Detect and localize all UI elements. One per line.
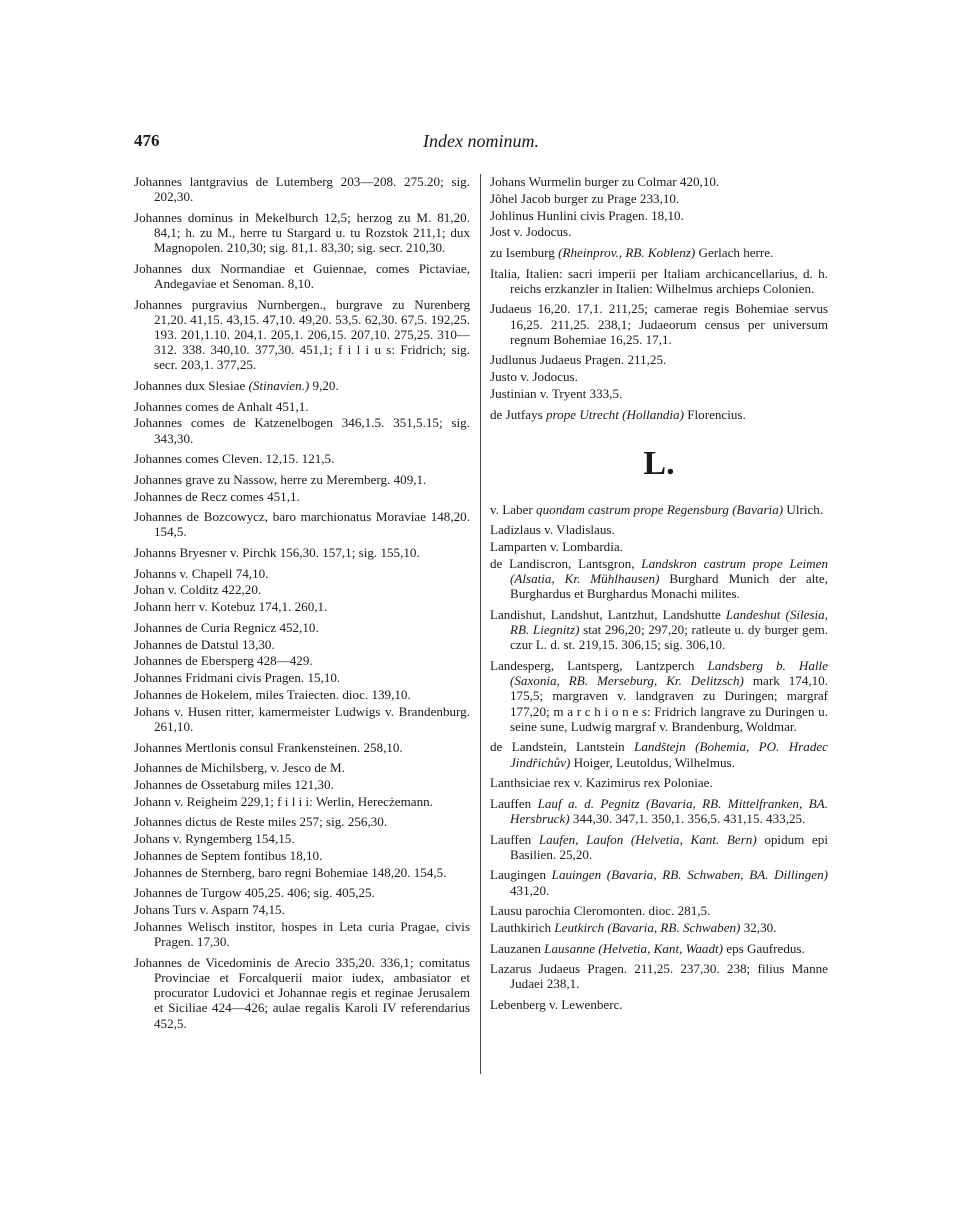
- entry-text: Italia, Italien: sacri imperii per Italiam archicancellarius, d. h. reichs erzkanzler in Italien: Wilhelmus archieps Colonien.: [490, 265, 828, 296]
- entry-text: Lauzanen: [490, 940, 545, 956]
- index-entry: [134, 174, 470, 204]
- entry-text: Johannes Welisch institor, hospes in Leta curia Pragae, civis Pragen. 17,30.: [134, 918, 470, 950]
- index-entry: [134, 297, 470, 373]
- index-entry: [134, 777, 470, 792]
- entry-place-italic: Landeshut (Silesia, RB. Liegnitz): [510, 606, 829, 638]
- entry-place-italic: (Stinavien.): [248, 378, 310, 393]
- entry-text: Johanns v. Chapell 74,10.: [134, 565, 269, 581]
- entry-place-italic: prope Utrecht (Hollandia): [546, 406, 684, 422]
- entry-text: Lauthkirich: [490, 919, 555, 935]
- entry-text-tail: Ulrich.: [783, 501, 824, 517]
- index-entry: [490, 607, 828, 653]
- entry-text: Jost v. Jodocus.: [490, 224, 572, 240]
- index-entry: [134, 955, 470, 1031]
- index-entry: [490, 961, 828, 991]
- entry-text: Johannes de Sternberg, baro regni Bohemiae 148,20. 154,5.: [134, 864, 447, 880]
- entry-text: Johannes de Michilsberg, v. Jesco de M.: [134, 760, 345, 776]
- index-entry: [490, 867, 828, 897]
- index-entry: [490, 352, 828, 367]
- entry-text: Johannes de Vicedominis de Arecio 335,20. 336,1; comitatus Provinciae et Forcalquerii maior iudex, ambasiator et procurator Ludovici et Johannae regis et reginae Jerusalem et Siciliae 424—426; aulae regalis Karoli IV referendarius 452,5.: [134, 954, 470, 1031]
- entry-text-tail: Burghard Munich der alte, Burghardus et Burghardus Monachi milites.: [510, 571, 828, 602]
- index-entry: [134, 814, 470, 829]
- index-entry: [134, 794, 470, 809]
- index-entry: [134, 261, 470, 291]
- entry-text: Justinian v. Tryent 333,5.: [490, 385, 623, 401]
- entry-text: Johan v. Colditz 422,20.: [134, 582, 262, 598]
- index-entry: [134, 653, 470, 668]
- entry-text: Johannes purgravius Nurnbergen., burgrave zu Nurenberg 21,20. 41,15. 43,15. 47,10. 49,20. 53,5. 62,30. 67,5. 192,25. 193. 201,1.10. 204,1. 205,1. 206,15. 207,10. 275,25. 310—312. 338. 340,10. 377,30. 451,1; f i l i u s: Fridrich; sig. secr. 203,1. 377,25.: [134, 296, 470, 373]
- entry-text: Judaeus 16,20. 17,1. 211,25; camerae regis Bohemiae servus 16,25. 211,25. 238,1; Judaeorum census per universum regnum Bohemiae 16,25. 17,1.: [490, 301, 828, 347]
- entry-text-tail: eps Gaufredus.: [722, 940, 805, 956]
- page-header: [134, 131, 828, 155]
- entry-text-tail: 431,20.: [510, 882, 550, 898]
- index-entry: [134, 620, 470, 635]
- entry-place-italic: Lauf a. d. Pegnitz (Bavaria, RB. Mittelfranken, BA. Hersbruck): [510, 795, 828, 826]
- index-entry: [134, 865, 470, 880]
- index-entry: [490, 502, 828, 517]
- left-column: [134, 174, 470, 1036]
- entry-text: Johannes de Bozcowycz, baro marchionatus Moraviae 148,20. 154,5.: [134, 509, 470, 540]
- entry-text: de Landstein, Lantstein: [490, 739, 635, 755]
- entry-text: Johannes de Hokelem, miles Traiecten. dioc. 139,10.: [134, 686, 411, 702]
- index-entry: [490, 386, 828, 401]
- entry-text: Lauffen: [490, 795, 538, 811]
- entry-text: Lebenberg v. Lewenberc.: [490, 996, 623, 1012]
- entry-text: Johanns Bryesner v. Pirchk 156,30. 157,1; sig. 155,10.: [134, 544, 420, 560]
- index-entry: [490, 369, 828, 384]
- entry-text-tail: Hoiger, Leutoldus, Wilhelmus.: [570, 754, 735, 770]
- index-entry: [490, 903, 828, 918]
- index-entry: [134, 902, 470, 917]
- index-entry: [134, 760, 470, 775]
- running-title: Index nominum.: [423, 131, 539, 151]
- index-entry: [134, 472, 470, 487]
- entry-text: Johannes de Recz comes 451,1.: [134, 488, 300, 504]
- entry-place-italic: Lausanne (Helvetia, Kant, Waadt): [544, 940, 723, 956]
- entry-text: Johannes de Datstul 13,30.: [134, 636, 275, 652]
- index-entry: [134, 670, 470, 685]
- entry-text-tail: Gerlach herre.: [695, 244, 774, 260]
- entry-text: Lazarus Judaeus Pragen. 211,25. 237,30. 238; filius Manne Judaei 238,1.: [490, 961, 828, 992]
- entry-text: Johannes comes de Katzenelbogen 346,1.5. 351,5.15; sig. 343,30.: [134, 415, 470, 446]
- entry-text: Lausu parochia Cleromonten. dioc. 281,5.: [490, 903, 711, 919]
- index-entry: [490, 832, 828, 862]
- entry-text-tail: Florencius.: [683, 406, 746, 422]
- index-entry: [134, 687, 470, 702]
- entry-place-italic: Landštejn (Bohemia, PO. Hradec Jindřichův): [510, 739, 828, 770]
- entry-text: Johannes dictus de Reste miles 257; sig. 256,30.: [134, 814, 388, 830]
- index-entry: [490, 301, 828, 347]
- entry-place-italic: Leutkirch (Bavaria, RB. Schwaben): [554, 919, 741, 935]
- index-entry: [134, 885, 470, 900]
- index-entry: [490, 997, 828, 1012]
- entry-text: Jôhel Jacob burger zu Prage 233,10.: [490, 190, 680, 206]
- entry-text: Johannes lantgravius de Lutemberg 203—208. 275.20; sig. 202,30.: [134, 174, 470, 205]
- index-entry: [490, 539, 828, 554]
- index-entry: [490, 208, 828, 223]
- entry-text-tail: 344,30. 347,1. 350,1. 356,5. 431,15. 433,25.: [569, 810, 806, 826]
- entry-place-italic: quondam castrum prope Regensburg (Bavaria): [536, 501, 784, 517]
- entry-text-tail: 9,20.: [309, 378, 339, 393]
- entry-text-tail: stat 296,20; 297,20; ratleute u. dy burger gem. czur L. d. st. 219,15. 306,15; sig. 306,10.: [510, 622, 828, 653]
- index-entry: [490, 739, 828, 769]
- index-entry: [490, 658, 828, 734]
- entry-text: Judlunus Judaeus Pragen. 211,25.: [490, 352, 667, 368]
- entry-text: Johannes grave zu Nassow, herre zu Meremberg. 409,1.: [134, 471, 427, 487]
- entry-text: Johannes dominus in Mekelburch 12,5; herzog zu M. 81,20. 84,1; h. zu M., herre tu Stargard u. tu Rozstok 211,1; dux Magnopolen. 210,30; sig. 81,1. 83,30; sig. secr. 210,30.: [134, 209, 470, 256]
- index-entry: [134, 415, 470, 445]
- entry-place-italic: (Rheinprov., RB. Koblenz): [558, 244, 696, 260]
- index-entry: [490, 796, 828, 826]
- entry-text: Johans v. Ryngemberg 154,15.: [134, 831, 295, 847]
- index-entry: [490, 266, 828, 296]
- index-entry: [490, 191, 828, 206]
- entry-text: Johlinus Hunlini civis Pragen. 18,10.: [490, 207, 684, 223]
- entry-text: Johans v. Husen ritter, kamermeister Ludwigs v. Brandenburg. 261,10.: [134, 703, 470, 734]
- entry-text: Johannes comes Cleven. 12,15. 121,5.: [134, 451, 335, 467]
- entry-text: Johannes de Septem fontibus 18,10.: [134, 847, 323, 863]
- entry-text: Johannes de Ebersperg 428—429.: [134, 653, 313, 669]
- column-divider: [480, 174, 481, 1074]
- entry-text: Lanthsiciae rex v. Kazimirus rex Poloniae.: [490, 775, 713, 791]
- index-entry: [134, 831, 470, 846]
- index-entry: [134, 919, 470, 949]
- index-entry: [134, 545, 470, 560]
- section-letter: L.: [643, 444, 675, 482]
- index-entry: [490, 407, 828, 422]
- right-column-j-entries: [490, 174, 828, 422]
- index-entry: [134, 451, 470, 466]
- index-entry: [134, 509, 470, 539]
- entry-text: Johans Turs v. Asparn 74,15.: [134, 902, 285, 918]
- entry-text: Johannes Mertlonis consul Frankensteinen. 258,10.: [134, 739, 403, 755]
- entry-text-tail: 32,30.: [740, 919, 777, 935]
- index-entry: [134, 399, 470, 414]
- index-entry: [134, 740, 470, 755]
- entry-place-italic: Lauingen (Bavaria, RB. Schwaben, BA. Dillingen): [551, 867, 828, 883]
- index-entry: [490, 522, 828, 537]
- entry-place-italic: Laufen, Laufon (Helvetia, Kant. Bern): [538, 831, 757, 847]
- index-entry: [490, 920, 828, 935]
- entry-text: Lamparten v. Lombardia.: [490, 539, 623, 555]
- index-entry: [490, 556, 828, 602]
- entry-text: Johannes de Curia Regnicz 452,10.: [134, 619, 319, 635]
- entry-text: Johann v. Reigheim 229,1; f i l i i: Werlin, Herecżemann.: [134, 793, 433, 809]
- entry-text: Lauffen: [490, 831, 539, 847]
- entry-text: zu Isemburg: [490, 244, 559, 260]
- entry-text-tail: mark 174,10. 175,5; margraven v. landgraven zu Duringen; margraf 177,20; m a r c h i o n e s: Fridrich langrave zu Duringen u. seine sune, Ludwig margraf v. Brandenburg, Woldmar.: [510, 673, 829, 734]
- index-entry: [134, 489, 470, 504]
- entry-text: v. Laber: [490, 501, 537, 517]
- entry-text: de Landiscron, Lantsgron,: [490, 555, 642, 571]
- index-entry: [134, 378, 470, 393]
- entry-text: Landishut, Landshut, Lantzhut, Landshutte: [490, 606, 726, 622]
- entry-text: Johannes Fridmani civis Pragen. 15,10.: [134, 670, 341, 686]
- entry-place-italic: Landskron castrum prope Leimen (Alsatia, Kr. Mühlhausen): [510, 555, 828, 587]
- entry-text: Johannes de Ossetaburg miles 121,30.: [134, 776, 334, 792]
- index-entry: [490, 174, 828, 189]
- entry-text: Ladizlaus v. Vladislaus.: [490, 522, 615, 538]
- page-number: 476: [134, 131, 160, 150]
- right-column: [490, 174, 828, 1018]
- entry-text: Johans Wurmelin burger zu Colmar 420,10.: [490, 174, 720, 189]
- entry-place-italic: Landsberg b. Halle (Saxonia, RB. Merseburg, Kr. Delitzsch): [510, 657, 828, 689]
- entry-text: Landesperg, Lantsperg, Lantzperch: [490, 657, 708, 673]
- entry-text: Johann herr v. Kotebuz 174,1. 260,1.: [134, 599, 328, 615]
- index-entry: [134, 704, 470, 734]
- index-entry: [490, 941, 828, 956]
- entry-text: Justo v. Jodocus.: [490, 369, 578, 385]
- entry-text: de Jutfays: [490, 406, 547, 422]
- entry-text-tail: opidum epi Basilien. 25,20.: [510, 831, 828, 862]
- entry-text: Johannes dux Slesiae: [134, 378, 249, 393]
- index-entry: [134, 566, 470, 581]
- index-entry: [134, 599, 470, 614]
- index-entry: [134, 582, 470, 597]
- index-entry: [134, 210, 470, 256]
- entry-text: Johannes dux Normandiae et Guiennae, comes Pictaviae, Andegaviae et Senoman. 8,10.: [134, 260, 470, 291]
- right-column-l-entries: [490, 502, 828, 1012]
- entry-text: Johannes de Turgow 405,25. 406; sig. 405,25.: [134, 885, 375, 901]
- entry-text: Johannes comes de Anhalt 451,1.: [134, 398, 309, 414]
- index-entry: [490, 775, 828, 790]
- index-entry: [134, 637, 470, 652]
- index-entry: [490, 224, 828, 239]
- entry-text: Laugingen: [490, 867, 552, 883]
- index-entry: [490, 245, 828, 260]
- index-entry: [134, 848, 470, 863]
